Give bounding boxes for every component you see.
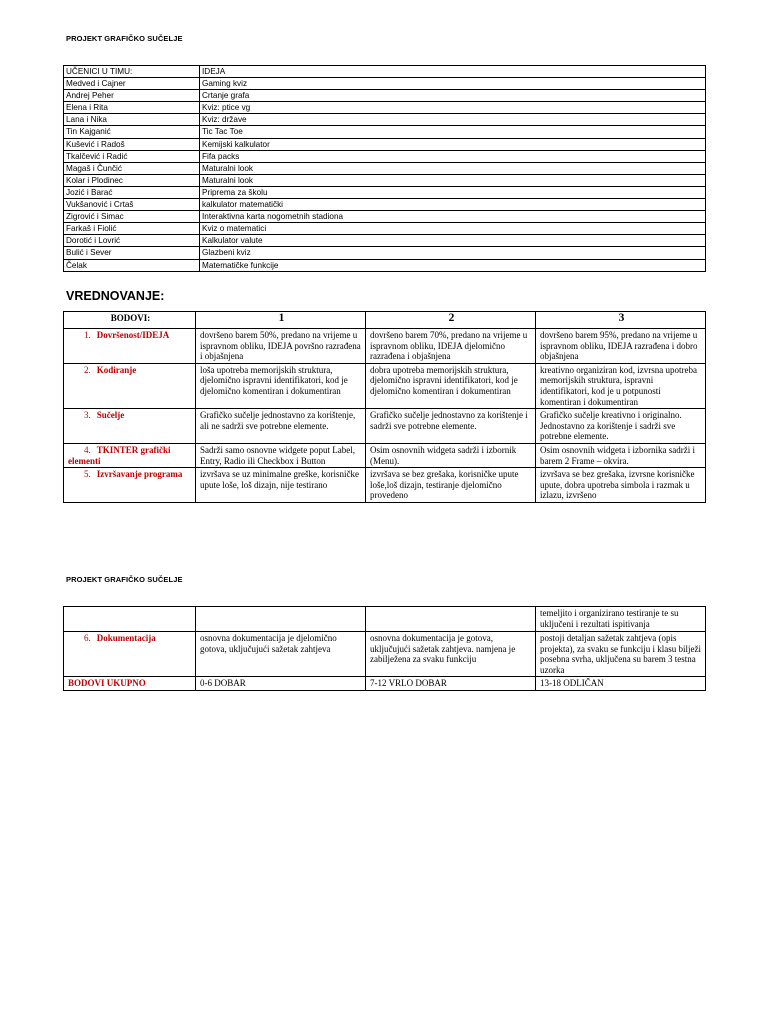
team-row [64, 90, 706, 102]
criterion-score-3: Osim osnovnih widgeta i izbornika sadrži i barem 2 Frame – okvira. [536, 443, 706, 467]
criterion-row-documentation [64, 632, 706, 677]
total-row [64, 677, 706, 691]
criterion-score-1: izvršava se uz minimalne greške, korisničke upute loše, loš dizajn, nije testirano [196, 468, 366, 503]
header-idea: IDEJA [200, 66, 706, 78]
section-heading-vrednovanje: VREDNOVANJE: [66, 289, 165, 303]
criterion-score-3: kreativno organiziran kod, izvrsna upotreba memorijskih struktura, ispravni identifikatori, kod je u potpunosti komentiran i dokumentiran [536, 363, 706, 408]
criterion-score-3: izvršava se bez grešaka, izvrsne korisničke upute, dobra upotreba simbola i razmak u izlazu, izvršeno [536, 468, 706, 503]
team-idea: Kviz: države [200, 114, 706, 126]
team-row [64, 162, 706, 174]
criterion-row [64, 443, 706, 467]
criterion-label: 3. Sučelje [64, 409, 196, 444]
team-table-header [64, 66, 706, 78]
team-members: Elena i Rita [64, 102, 200, 114]
team-members: Bulić i Sever [64, 247, 200, 259]
team-idea: Interaktivna karta nogometnih stadiona [200, 211, 706, 223]
score-column-3: 3 [536, 312, 706, 329]
page-title-repeat: PROJEKT GRAFIČKO SUČELJE [66, 575, 183, 584]
bodovi-label: BODOVI: [64, 312, 196, 329]
team-idea: Glazbeni kviz [200, 247, 706, 259]
team-members: Tkalčević i Radić [64, 150, 200, 162]
team-row [64, 114, 706, 126]
team-members: Farkaš i Fiolić [64, 223, 200, 235]
continuation-text: temeljito i organizirano testiranje te su uključeni i rezultati ispitivanja [536, 607, 706, 632]
criterion-score-2: izvršava se bez grešaka, korisničke upute loše,loš dizajn, testiranje djelomično provedeno [366, 468, 536, 503]
team-members: Čelak [64, 259, 200, 271]
team-row [64, 174, 706, 186]
criterion-row [64, 409, 706, 444]
score-column-2: 2 [366, 312, 536, 329]
team-idea: Kemijski kalkulator [200, 138, 706, 150]
team-row [64, 247, 706, 259]
total-label: BODOVI UKUPNO [64, 677, 196, 691]
score-column-1: 1 [196, 312, 366, 329]
team-members: Dorotić i Lovrić [64, 235, 200, 247]
criterion-score-2: dovršeno barem 70%, predano na vrijeme u ispravnom obliku, IDEJA djelomično razrađena i objašnjena [366, 329, 536, 364]
criterion-score-2: osnovna dokumentacija je gotova, uključujući sažetak zahtjeva. namjena je zabilježena za svaku funkciju [366, 632, 536, 677]
team-row [64, 150, 706, 162]
criterion-label: 4. TKINTER grafički elementi [64, 443, 196, 467]
criterion-score-2: dobra upotreba memorijskih struktura, djelomično ispravni identifikatori, kod je djelomično komentiran i dokumentiran [366, 363, 536, 408]
criterion-label: 2. Kodiranje [64, 363, 196, 408]
team-members: Medved i Cajner [64, 78, 200, 90]
team-members: Andrej Peher [64, 90, 200, 102]
criterion-row [64, 329, 706, 364]
team-idea: Matematičke funkcije [200, 259, 706, 271]
criterion-score-2: Osim osnovnih widgeta sadrži i izbornik (Menu). [366, 443, 536, 467]
criterion-label: 6. Dokumentacija [64, 632, 196, 677]
team-idea: Kalkulator valute [200, 235, 706, 247]
criterion-row [64, 363, 706, 408]
continuation-row [64, 607, 706, 632]
team-members: Tin Kajganić [64, 126, 200, 138]
team-idea: Maturalni look [200, 174, 706, 186]
team-idea: Maturalni look [200, 162, 706, 174]
team-members: Lana i Nika [64, 114, 200, 126]
header-students: UČENICI U TIMU: [64, 66, 200, 78]
team-idea: Crtanje grafa [200, 90, 706, 102]
criterion-score-2: Grafičko sučelje jednostavno za korištenje i sadrži sve potrebne elemente. [366, 409, 536, 444]
team-idea: Gaming kviz [200, 78, 706, 90]
criterion-score-1: Grafičko sučelje jednostavno za korištenje, ali ne sadrži sve potrebne elemente. [196, 409, 366, 444]
grade-dobar: 0-6 DOBAR [196, 677, 366, 691]
team-row [64, 102, 706, 114]
team-row [64, 138, 706, 150]
criterion-score-1: osnovna dokumentacija je djelomično gotova, uključujući sažetak zahtjeva [196, 632, 366, 677]
team-row [64, 259, 706, 271]
team-row [64, 211, 706, 223]
criterion-label: 1. Dovršenost/IDEJA [64, 329, 196, 364]
grade-vrlo-dobar: 7-12 VRLO DOBAR [366, 677, 536, 691]
grading-header-row [64, 312, 706, 329]
grade-odlican: 13-18 ODLIČAN [536, 677, 706, 691]
team-idea: Priprema za školu [200, 186, 706, 198]
team-row [64, 78, 706, 90]
team-table [63, 65, 706, 272]
team-members: Kušević i Radoš [64, 138, 200, 150]
criterion-score-1: Sadrži samo osnovne widgete poput Label, Entry, Radio ili Checkbox i Button [196, 443, 366, 467]
team-idea: Kviz: ptice vg [200, 102, 706, 114]
page-title: PROJEKT GRAFIČKO SUČELJE [66, 34, 183, 43]
criterion-score-3: postoji detaljan sažetak zahtjeva (opis projekta), za svaku se funkciju i klasu bilježi posebna svrha, uključena su barem 3 testna uzorka [536, 632, 706, 677]
team-row [64, 199, 706, 211]
team-members: Magaš i Čunčić [64, 162, 200, 174]
criterion-label: 5. Izvršavanje programa [64, 468, 196, 503]
criterion-score-3: dovršeno barem 95%, predano na vrijeme u ispravnom obliku, IDEJA razrađena i dobro objašnjena [536, 329, 706, 364]
team-idea: Kviz o matematici [200, 223, 706, 235]
criterion-score-1: dovršeno barem 50%, predano na vrijeme u ispravnom obliku, IDEJA površno razrađena i objašnjena [196, 329, 366, 364]
team-members: Zigrović i Simac [64, 211, 200, 223]
team-idea: Fifa packs [200, 150, 706, 162]
team-row [64, 223, 706, 235]
criterion-row [64, 468, 706, 503]
documentation-table [63, 606, 706, 691]
team-row [64, 235, 706, 247]
team-idea: Tic Tac Toe [200, 126, 706, 138]
grading-table [63, 311, 706, 503]
team-members: Vukšanović i Crtaš [64, 199, 200, 211]
team-row [64, 126, 706, 138]
criterion-score-1: loša upotreba memorijskih struktura, djelomično ispravni identifikatori, kod je djelomično komentiran i dokumentiran [196, 363, 366, 408]
team-members: Jozić i Barać [64, 186, 200, 198]
team-row [64, 186, 706, 198]
team-idea: kalkulator matematički [200, 199, 706, 211]
team-members: Kolar i Plodinec [64, 174, 200, 186]
criterion-score-3: Grafičko sučelje kreativno i originalno. Jednostavno za korištenje i sadrži sve potrebne elemente. [536, 409, 706, 444]
